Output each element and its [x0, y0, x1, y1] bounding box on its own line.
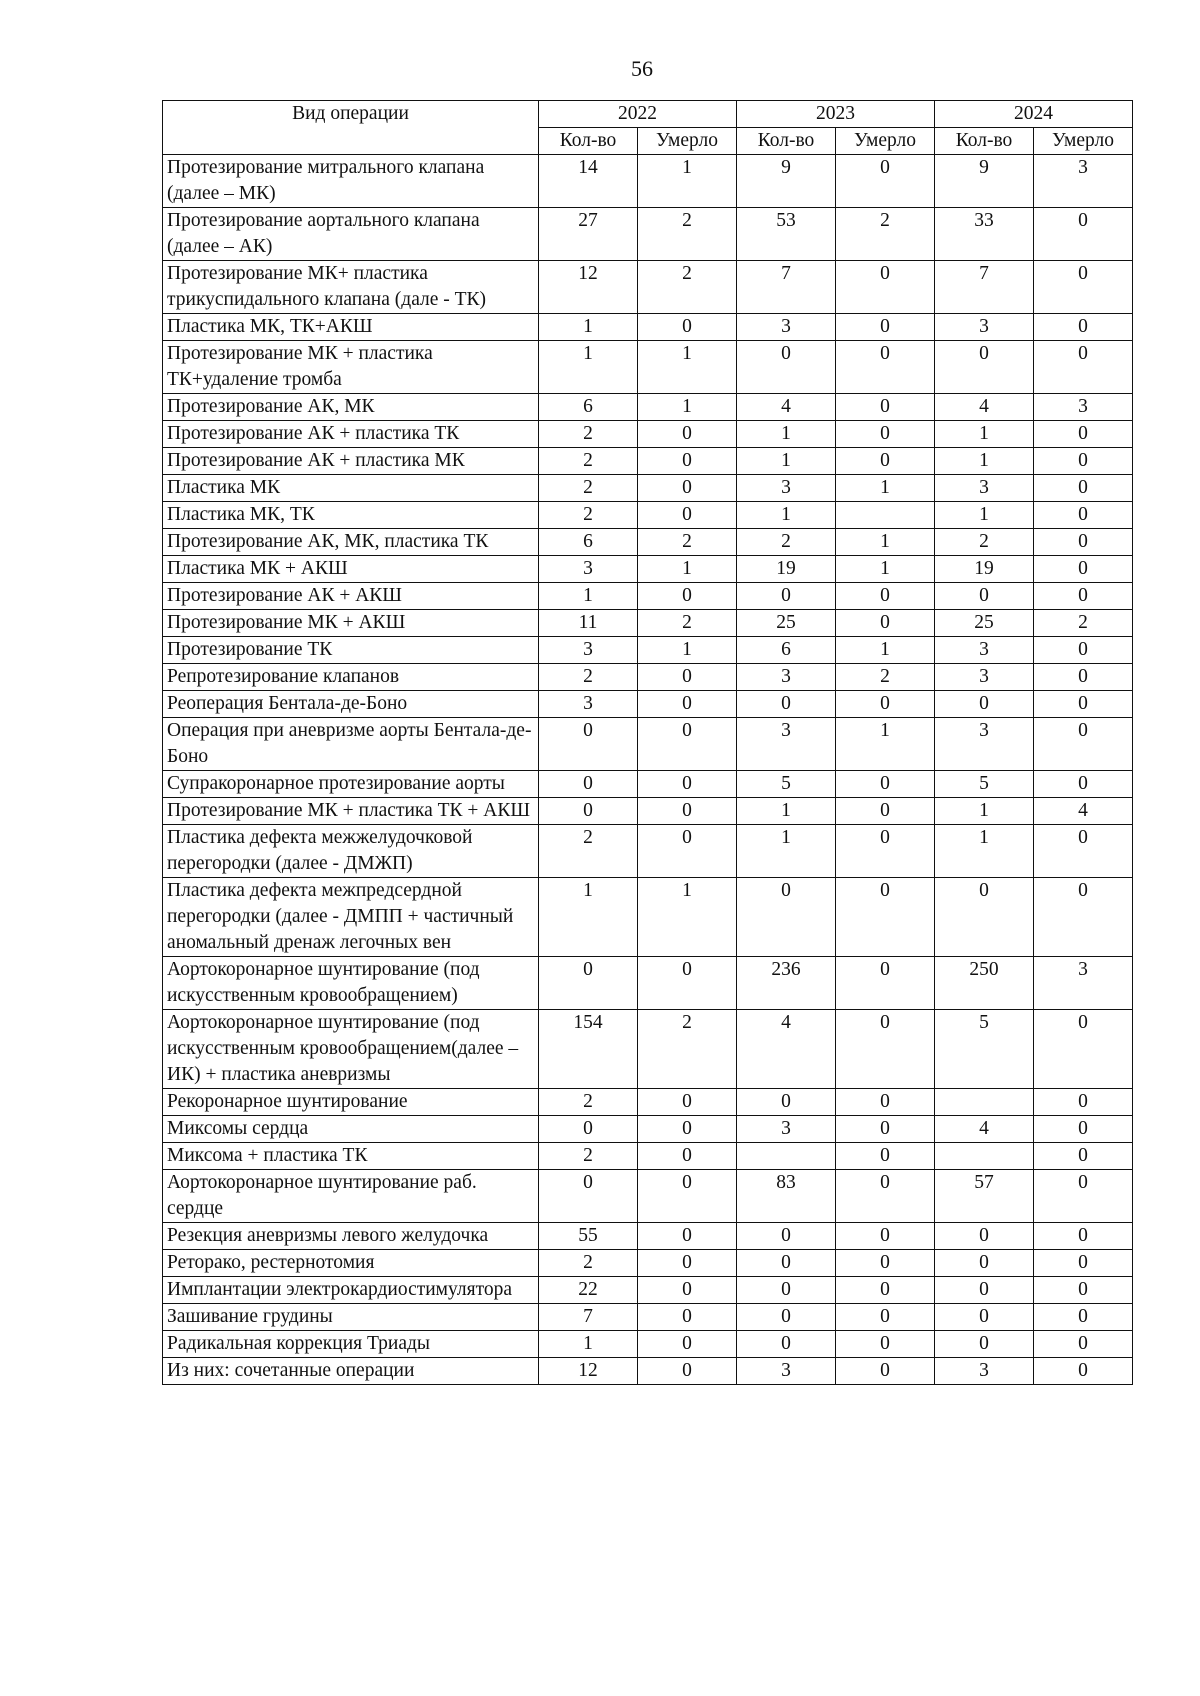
count-2023-cell: 3: [737, 718, 836, 771]
operation-type-header: Вид операции: [163, 101, 539, 155]
count-2023-cell: 3: [737, 1358, 836, 1385]
operation-name-cell: Протезирование АК + пластика ТК: [163, 421, 539, 448]
died-2023-cell: 0: [836, 1143, 935, 1170]
died-2022-cell: 0: [638, 1331, 737, 1358]
count-2024-cell: 3: [935, 718, 1034, 771]
died-2023-cell: 0: [836, 1116, 935, 1143]
died-2024-cell: 0: [1034, 583, 1133, 610]
count-2024-cell: 0: [935, 583, 1034, 610]
died-2023-cell: 0: [836, 957, 935, 1010]
count-2022-cell: 2: [539, 1089, 638, 1116]
died-2024-cell: 0: [1034, 475, 1133, 502]
died-2024-cell: 0: [1034, 878, 1133, 957]
operation-name-cell: Протезирование МК + пластика ТК+удаление тромба: [163, 341, 539, 394]
count-2022-cell: 11: [539, 610, 638, 637]
count-2022-cell: 0: [539, 718, 638, 771]
table-row: [163, 718, 1133, 771]
count-2022-cell: 0: [539, 771, 638, 798]
died-2023-cell: 0: [836, 1277, 935, 1304]
died-2024-cell: 0: [1034, 1277, 1133, 1304]
count-2022-cell: 2: [539, 421, 638, 448]
operation-name-cell: Аортокоронарное шунтирование (под искусственным кровообращением): [163, 957, 539, 1010]
count-2023-cell: 0: [737, 1277, 836, 1304]
table-header: [163, 101, 1133, 155]
died-2022-cell: 0: [638, 1358, 737, 1385]
died-2022-cell: 0: [638, 1223, 737, 1250]
died-2023-cell: 0: [836, 341, 935, 394]
count-2024-cell: 19: [935, 556, 1034, 583]
died-2022-cell: 0: [638, 1250, 737, 1277]
died-2024-cell: 0: [1034, 1143, 1133, 1170]
operation-name-cell: Протезирование МК + пластика ТК + АКШ: [163, 798, 539, 825]
table-body: [163, 155, 1133, 1385]
died-2024-cell: 0: [1034, 637, 1133, 664]
died-2023-cell: 0: [836, 771, 935, 798]
table-row: [163, 502, 1133, 529]
count-2022-cell: 154: [539, 1010, 638, 1089]
table-row: [163, 664, 1133, 691]
count-2023-cell: 0: [737, 1304, 836, 1331]
count-2024-cell: 25: [935, 610, 1034, 637]
count-2022-cell: 1: [539, 583, 638, 610]
count-2023-cell: 1: [737, 502, 836, 529]
died-2024-cell: 0: [1034, 664, 1133, 691]
operation-name-cell: Супракоронарное протезирование аорты: [163, 771, 539, 798]
count-2024-cell: 5: [935, 771, 1034, 798]
died-2022-cell: 2: [638, 1010, 737, 1089]
count-2022-cell: 2: [539, 502, 638, 529]
died-2022-cell: 0: [638, 1116, 737, 1143]
died-header: Умерло: [1034, 128, 1133, 155]
operation-name-cell: Протезирование МК + АКШ: [163, 610, 539, 637]
died-2024-cell: 3: [1034, 155, 1133, 208]
count-2024-cell: 2: [935, 529, 1034, 556]
table-row: [163, 475, 1133, 502]
count-2023-cell: 0: [737, 878, 836, 957]
count-header: Кол-во: [935, 128, 1034, 155]
operation-name-cell: Радикальная коррекция Триады: [163, 1331, 539, 1358]
operation-name-cell: Миксомы сердца: [163, 1116, 539, 1143]
operation-name-cell: Реоперация Бентала-де-Боно: [163, 691, 539, 718]
table-row: [163, 314, 1133, 341]
count-2023-cell: 0: [737, 1223, 836, 1250]
died-2023-cell: 0: [836, 261, 935, 314]
died-2024-cell: 4: [1034, 798, 1133, 825]
died-2024-cell: 0: [1034, 261, 1133, 314]
died-2023-cell: 0: [836, 1358, 935, 1385]
died-2024-cell: 0: [1034, 718, 1133, 771]
died-2024-cell: 0: [1034, 1010, 1133, 1089]
died-2023-cell: 0: [836, 1089, 935, 1116]
died-2024-cell: 0: [1034, 314, 1133, 341]
count-2023-cell: 4: [737, 394, 836, 421]
count-2022-cell: 2: [539, 1143, 638, 1170]
count-2023-cell: 3: [737, 1116, 836, 1143]
operation-name-cell: Протезирование митрального клапана (далее – МК): [163, 155, 539, 208]
died-2022-cell: 0: [638, 1277, 737, 1304]
died-2024-cell: 0: [1034, 448, 1133, 475]
died-2022-cell: 0: [638, 1143, 737, 1170]
died-2022-cell: 1: [638, 155, 737, 208]
year-header-2022: 2022: [539, 101, 737, 128]
died-2022-cell: 0: [638, 314, 737, 341]
died-2022-cell: 0: [638, 475, 737, 502]
count-2023-cell: 2: [737, 529, 836, 556]
count-2024-cell: 5: [935, 1010, 1034, 1089]
count-2024-cell: 0: [935, 1304, 1034, 1331]
table-row: [163, 1277, 1133, 1304]
died-2022-cell: 0: [638, 583, 737, 610]
count-2023-cell: 3: [737, 664, 836, 691]
died-2024-cell: 0: [1034, 691, 1133, 718]
died-2023-cell: [836, 502, 935, 529]
died-2022-cell: 1: [638, 878, 737, 957]
count-2022-cell: 2: [539, 664, 638, 691]
count-2024-cell: [935, 1143, 1034, 1170]
operation-name-cell: Протезирование ТК: [163, 637, 539, 664]
count-2023-cell: 1: [737, 421, 836, 448]
count-2023-cell: 0: [737, 341, 836, 394]
count-2023-cell: 1: [737, 798, 836, 825]
operation-name-cell: Пластика МК, ТК+АКШ: [163, 314, 539, 341]
count-2022-cell: 22: [539, 1277, 638, 1304]
count-2022-cell: 0: [539, 1170, 638, 1223]
table-row: [163, 529, 1133, 556]
count-2022-cell: 1: [539, 341, 638, 394]
count-2024-cell: 0: [935, 878, 1034, 957]
count-2024-cell: 3: [935, 1358, 1034, 1385]
died-2024-cell: 3: [1034, 394, 1133, 421]
died-2023-cell: 2: [836, 664, 935, 691]
died-2024-cell: 0: [1034, 771, 1133, 798]
count-2024-cell: 3: [935, 475, 1034, 502]
table-row: [163, 1304, 1133, 1331]
died-2024-cell: 0: [1034, 421, 1133, 448]
died-2024-cell: 0: [1034, 556, 1133, 583]
count-2023-cell: [737, 1143, 836, 1170]
table-row: [163, 1250, 1133, 1277]
died-2024-cell: 0: [1034, 502, 1133, 529]
count-2024-cell: [935, 1089, 1034, 1116]
table-row: [163, 1116, 1133, 1143]
count-2022-cell: 0: [539, 957, 638, 1010]
count-2023-cell: 1: [737, 448, 836, 475]
count-2024-cell: 1: [935, 448, 1034, 475]
count-2023-cell: 0: [737, 691, 836, 718]
died-2023-cell: 0: [836, 878, 935, 957]
died-2022-cell: 0: [638, 448, 737, 475]
count-2022-cell: 0: [539, 1116, 638, 1143]
count-2022-cell: 3: [539, 691, 638, 718]
table-row: [163, 155, 1133, 208]
operation-name-cell: Из них: сочетанные операции: [163, 1358, 539, 1385]
operation-name-cell: Аортокоронарное шунтирование раб. сердце: [163, 1170, 539, 1223]
died-2023-cell: 0: [836, 1250, 935, 1277]
died-2023-cell: 1: [836, 637, 935, 664]
died-2023-cell: 0: [836, 798, 935, 825]
died-2023-cell: 0: [836, 1170, 935, 1223]
table-row: [163, 421, 1133, 448]
died-2022-cell: 0: [638, 1304, 737, 1331]
died-2023-cell: 0: [836, 825, 935, 878]
operation-name-cell: Пластика МК + АКШ: [163, 556, 539, 583]
died-2024-cell: 0: [1034, 1304, 1133, 1331]
operation-name-cell: Протезирование АК + АКШ: [163, 583, 539, 610]
count-2024-cell: 3: [935, 637, 1034, 664]
died-2022-cell: 2: [638, 261, 737, 314]
died-2024-cell: 0: [1034, 1089, 1133, 1116]
table-row: [163, 448, 1133, 475]
died-2024-cell: 0: [1034, 1358, 1133, 1385]
count-2023-cell: 0: [737, 1250, 836, 1277]
operation-name-cell: Имплантации электрокардиостимулятора: [163, 1277, 539, 1304]
died-2022-cell: 2: [638, 529, 737, 556]
died-header: Умерло: [836, 128, 935, 155]
table-row: [163, 1170, 1133, 1223]
died-2022-cell: 1: [638, 556, 737, 583]
died-2022-cell: 0: [638, 1170, 737, 1223]
count-2022-cell: 1: [539, 1331, 638, 1358]
table-row: [163, 610, 1133, 637]
count-2024-cell: 0: [935, 1277, 1034, 1304]
died-2024-cell: 0: [1034, 1170, 1133, 1223]
died-2022-cell: 0: [638, 771, 737, 798]
table-row: [163, 691, 1133, 718]
count-2023-cell: 25: [737, 610, 836, 637]
count-2024-cell: 1: [935, 502, 1034, 529]
died-2023-cell: 0: [836, 1223, 935, 1250]
died-2022-cell: 0: [638, 1089, 737, 1116]
operation-name-cell: Операция при аневризме аорты Бентала-де-Боно: [163, 718, 539, 771]
count-2023-cell: 0: [737, 583, 836, 610]
count-2024-cell: 3: [935, 314, 1034, 341]
operation-name-cell: Протезирование АК + пластика МК: [163, 448, 539, 475]
count-2022-cell: 1: [539, 314, 638, 341]
count-2022-cell: 3: [539, 556, 638, 583]
operation-name-cell: Рекоронарное шунтирование: [163, 1089, 539, 1116]
operation-name-cell: Протезирование АК, МК: [163, 394, 539, 421]
year-header-2023: 2023: [737, 101, 935, 128]
count-2022-cell: 55: [539, 1223, 638, 1250]
count-2022-cell: 0: [539, 798, 638, 825]
died-2023-cell: 0: [836, 1304, 935, 1331]
count-2022-cell: 6: [539, 529, 638, 556]
count-2024-cell: 0: [935, 691, 1034, 718]
died-2023-cell: 1: [836, 556, 935, 583]
died-2022-cell: 0: [638, 957, 737, 1010]
died-2023-cell: 1: [836, 718, 935, 771]
count-2022-cell: 2: [539, 825, 638, 878]
operation-name-cell: Пластика МК: [163, 475, 539, 502]
died-2023-cell: 1: [836, 529, 935, 556]
operation-name-cell: Пластика МК, ТК: [163, 502, 539, 529]
table-row: [163, 771, 1133, 798]
count-2024-cell: 1: [935, 798, 1034, 825]
count-header: Кол-во: [539, 128, 638, 155]
operations-table: [162, 100, 1133, 1385]
died-2024-cell: 0: [1034, 1250, 1133, 1277]
table-row: [163, 261, 1133, 314]
count-2024-cell: 7: [935, 261, 1034, 314]
operation-name-cell: Пластика дефекта межжелудочковой перегородки (далее - ДМЖП): [163, 825, 539, 878]
page-number: 56: [631, 56, 653, 81]
died-2022-cell: 0: [638, 421, 737, 448]
died-2023-cell: 2: [836, 208, 935, 261]
died-header: Умерло: [638, 128, 737, 155]
table-row: [163, 556, 1133, 583]
count-2022-cell: 27: [539, 208, 638, 261]
died-2022-cell: 1: [638, 394, 737, 421]
count-2024-cell: 1: [935, 421, 1034, 448]
count-2023-cell: 9: [737, 155, 836, 208]
count-2023-cell: 3: [737, 314, 836, 341]
table-row: [163, 798, 1133, 825]
died-2022-cell: 0: [638, 825, 737, 878]
table-row: [163, 825, 1133, 878]
count-2024-cell: 0: [935, 1331, 1034, 1358]
died-2024-cell: 0: [1034, 1331, 1133, 1358]
died-2022-cell: 0: [638, 664, 737, 691]
died-2022-cell: 0: [638, 798, 737, 825]
died-2024-cell: 2: [1034, 610, 1133, 637]
count-2023-cell: 0: [737, 1089, 836, 1116]
year-header-2024: 2024: [935, 101, 1133, 128]
died-2023-cell: 0: [836, 583, 935, 610]
count-2024-cell: 0: [935, 1223, 1034, 1250]
died-2023-cell: 0: [836, 155, 935, 208]
count-2022-cell: 12: [539, 1358, 638, 1385]
died-2024-cell: 0: [1034, 1223, 1133, 1250]
count-2023-cell: 53: [737, 208, 836, 261]
count-2022-cell: 2: [539, 1250, 638, 1277]
count-2022-cell: 14: [539, 155, 638, 208]
table-row: [163, 583, 1133, 610]
died-2023-cell: 0: [836, 448, 935, 475]
operation-name-cell: Резекция аневризмы левого желудочка: [163, 1223, 539, 1250]
died-2022-cell: 0: [638, 718, 737, 771]
died-2024-cell: 0: [1034, 1116, 1133, 1143]
died-2023-cell: 0: [836, 314, 935, 341]
died-2023-cell: 1: [836, 475, 935, 502]
table-row: [163, 1331, 1133, 1358]
died-2022-cell: 2: [638, 610, 737, 637]
died-2023-cell: 0: [836, 1010, 935, 1089]
operation-name-cell: Зашивание грудины: [163, 1304, 539, 1331]
operation-name-cell: Реторако, рестернотомия: [163, 1250, 539, 1277]
operation-name-cell: Миксома + пластика ТК: [163, 1143, 539, 1170]
operation-name-cell: Протезирование МК+ пластика трикуспидального клапана (дале - ТК): [163, 261, 539, 314]
count-2023-cell: 5: [737, 771, 836, 798]
count-2022-cell: 7: [539, 1304, 638, 1331]
operation-name-cell: Протезирование АК, МК, пластика ТК: [163, 529, 539, 556]
operation-name-cell: Аортокоронарное шунтирование (под искусственным кровообращением(далее – ИК) + пластика аневризмы: [163, 1010, 539, 1089]
count-2023-cell: 4: [737, 1010, 836, 1089]
table-row: [163, 1089, 1133, 1116]
count-2022-cell: 2: [539, 448, 638, 475]
table-row: [163, 1358, 1133, 1385]
died-2024-cell: 0: [1034, 208, 1133, 261]
table-row: [163, 208, 1133, 261]
count-2024-cell: 33: [935, 208, 1034, 261]
table-row: [163, 1143, 1133, 1170]
count-2023-cell: 3: [737, 475, 836, 502]
table-row: [163, 1010, 1133, 1089]
count-2023-cell: 83: [737, 1170, 836, 1223]
died-2024-cell: 0: [1034, 825, 1133, 878]
operation-name-cell: Репротезирование клапанов: [163, 664, 539, 691]
count-2022-cell: 2: [539, 475, 638, 502]
count-2023-cell: 0: [737, 1331, 836, 1358]
count-2024-cell: 250: [935, 957, 1034, 1010]
died-2024-cell: 0: [1034, 341, 1133, 394]
died-2022-cell: 1: [638, 341, 737, 394]
died-2023-cell: 0: [836, 394, 935, 421]
count-2024-cell: 3: [935, 664, 1034, 691]
table-row: [163, 637, 1133, 664]
died-2022-cell: 2: [638, 208, 737, 261]
table-row: [163, 1223, 1133, 1250]
count-2022-cell: 6: [539, 394, 638, 421]
count-2024-cell: 1: [935, 825, 1034, 878]
count-2022-cell: 12: [539, 261, 638, 314]
count-2023-cell: 7: [737, 261, 836, 314]
count-2023-cell: 6: [737, 637, 836, 664]
operation-name-cell: Протезирование аортального клапана (далее – АК): [163, 208, 539, 261]
count-2024-cell: 9: [935, 155, 1034, 208]
count-2023-cell: 1: [737, 825, 836, 878]
operation-name-cell: Пластика дефекта межпредсердной перегородки (далее - ДМПП + частичный аномальный дренаж легочных вен: [163, 878, 539, 957]
count-2024-cell: 4: [935, 1116, 1034, 1143]
table-row: [163, 341, 1133, 394]
count-2022-cell: 3: [539, 637, 638, 664]
table-row: [163, 394, 1133, 421]
count-2024-cell: 57: [935, 1170, 1034, 1223]
count-2022-cell: 1: [539, 878, 638, 957]
died-2023-cell: 0: [836, 610, 935, 637]
died-2023-cell: 0: [836, 691, 935, 718]
table-row: [163, 957, 1133, 1010]
died-2022-cell: 1: [638, 637, 737, 664]
count-2024-cell: 0: [935, 1250, 1034, 1277]
died-2024-cell: 0: [1034, 529, 1133, 556]
died-2022-cell: 0: [638, 502, 737, 529]
count-2023-cell: 236: [737, 957, 836, 1010]
count-2023-cell: 19: [737, 556, 836, 583]
count-2024-cell: 0: [935, 341, 1034, 394]
count-2024-cell: 4: [935, 394, 1034, 421]
died-2022-cell: 0: [638, 691, 737, 718]
died-2023-cell: 0: [836, 1331, 935, 1358]
count-header: Кол-во: [737, 128, 836, 155]
died-2024-cell: 3: [1034, 957, 1133, 1010]
table-row: [163, 878, 1133, 957]
died-2023-cell: 0: [836, 421, 935, 448]
